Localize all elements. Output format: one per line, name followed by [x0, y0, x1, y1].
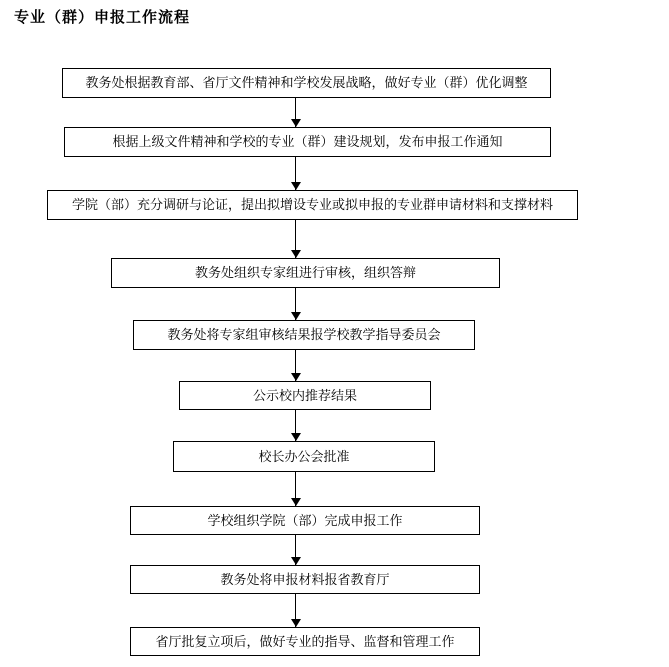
flow-step-7: 校长办公会批准: [173, 441, 435, 472]
down-arrow-icon: [295, 472, 296, 506]
down-arrow-icon: [295, 594, 296, 627]
flow-step-4: 教务处组织专家组进行审核，组织答辩: [111, 258, 500, 288]
flow-step-8: 学校组织学院（部）完成申报工作: [130, 506, 480, 535]
flow-step-10: 省厅批复立项后，做好专业的指导、监督和管理工作: [130, 627, 480, 656]
flow-step-9: 教务处将申报材料报省教育厅: [130, 565, 480, 594]
down-arrow-icon: [295, 98, 296, 127]
page-title: 专业（群）申报工作流程: [14, 9, 191, 26]
flow-step-1: 教务处根据教育部、省厅文件精神和学校发展战略，做好专业（群）优化调整: [62, 68, 551, 98]
flow-step-6: 公示校内推荐结果: [179, 381, 431, 410]
down-arrow-icon: [295, 410, 296, 441]
flow-step-5: 教务处将专家组审核结果报学校教学指导委员会: [133, 320, 475, 350]
down-arrow-icon: [295, 535, 296, 565]
down-arrow-icon: [295, 157, 296, 190]
flow-step-3: 学院（部）充分调研与论证，提出拟增设专业或拟申报的专业群申请材料和支撑材料: [47, 190, 578, 220]
down-arrow-icon: [295, 288, 296, 320]
down-arrow-icon: [295, 350, 296, 381]
flow-step-2: 根据上级文件精神和学校的专业（群）建设规划，发布申报工作通知: [64, 127, 551, 157]
down-arrow-icon: [295, 220, 296, 258]
